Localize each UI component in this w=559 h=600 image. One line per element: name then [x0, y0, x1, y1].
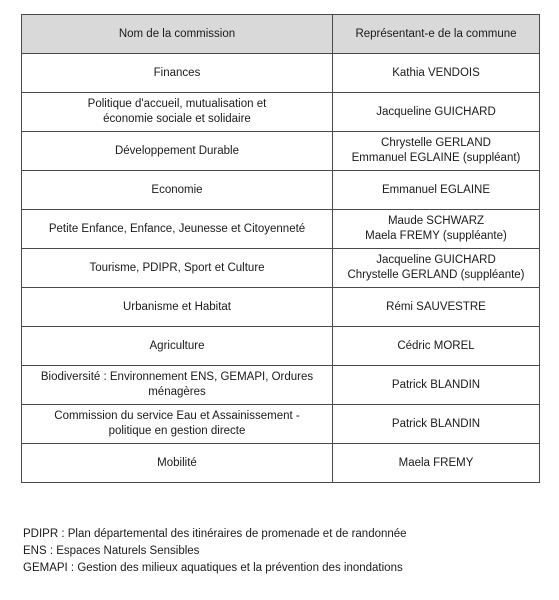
table-row — [22, 327, 540, 366]
representative-cell — [333, 327, 540, 366]
table-header — [22, 15, 540, 54]
commission-name-cell — [22, 210, 333, 249]
representative-line: Maela FREMY — [398, 456, 474, 469]
table-row — [22, 405, 540, 444]
representative-cell — [333, 93, 540, 132]
column-header-representative: Représentant-e de la commune — [333, 15, 540, 54]
table-row — [22, 132, 540, 171]
commission-name-cell — [22, 366, 333, 405]
representative-cell — [333, 210, 540, 249]
representative-line: Jacqueline GUICHARD — [376, 254, 496, 266]
table-row — [22, 366, 540, 405]
commission-name-cell — [22, 444, 333, 483]
header-row — [22, 15, 540, 54]
commission-name-cell — [22, 327, 333, 366]
commission-name-line: Economie — [151, 183, 203, 196]
representative-cell — [333, 132, 540, 171]
representative-line: Jacqueline GUICHARD — [376, 105, 496, 118]
footnotes — [23, 526, 407, 577]
footnote-line: GEMAPI : Gestion des milieux aquatiques et la prévention des inondations — [23, 562, 403, 574]
representative-line: Rémi SAUVESTRE — [386, 300, 486, 313]
table-row — [22, 249, 540, 288]
footnote-line: PDIPR : Plan départemental des itinéraires de promenade et de randonnée — [23, 528, 407, 540]
table-body — [22, 54, 540, 483]
representative-cell — [333, 366, 540, 405]
commission-name-cell — [22, 93, 333, 132]
commission-name-line: Politique d'accueil, mutualisation et — [87, 98, 267, 110]
commission-name-line: Petite Enfance, Enfance, Jeunesse et Citoyenneté — [48, 222, 306, 235]
representative-line: Emmanuel EGLAINE (suppléant) — [351, 152, 521, 164]
representative-cell — [333, 171, 540, 210]
commission-name-cell — [22, 132, 333, 171]
representative-cell — [333, 249, 540, 288]
commission-name-cell — [22, 171, 333, 210]
representative-line: Cédric MOREL — [397, 339, 475, 352]
representative-line: Patrick BLANDIN — [391, 378, 481, 391]
representative-line: Kathia VENDOIS — [392, 66, 480, 79]
commission-name-line: politique en gestion directe — [108, 425, 246, 437]
commission-name-line: Mobilité — [157, 456, 197, 469]
commission-name-cell — [22, 405, 333, 444]
commission-name-line: économie sociale et solidaire — [103, 113, 251, 125]
representative-line: Chrystelle GERLAND (suppléante) — [347, 269, 525, 281]
commission-name-line: Finances — [153, 66, 201, 79]
commission-name-cell — [22, 54, 333, 93]
commission-name-line: Tourisme, PDIPR, Sport et Culture — [89, 261, 265, 274]
commission-name-line: Agriculture — [149, 339, 205, 352]
commission-name-line: Biodiversité : Environnement ENS, GEMAPI, Ordures — [40, 371, 314, 383]
commissions-table — [21, 14, 540, 483]
representative-line: Maela FREMY (suppléante) — [365, 230, 507, 242]
table-row — [22, 93, 540, 132]
commission-name-line: Commission du service Eau et Assainissement - — [54, 410, 300, 422]
commission-name-line: Urbanisme et Habitat — [122, 300, 232, 313]
representative-cell — [333, 444, 540, 483]
footnote-line: ENS : Espaces Naturels Sensibles — [23, 545, 200, 557]
representative-line: Maude SCHWARZ — [387, 215, 485, 227]
representative-cell — [333, 405, 540, 444]
commission-name-line: ménagères — [148, 386, 206, 398]
representative-line: Chrystelle GERLAND — [381, 137, 491, 149]
representative-cell — [333, 288, 540, 327]
table-row — [22, 444, 540, 483]
representative-line: Emmanuel EGLAINE — [381, 183, 490, 196]
representative-cell — [333, 54, 540, 93]
table-row — [22, 210, 540, 249]
table-row — [22, 54, 540, 93]
commission-name-cell — [22, 288, 333, 327]
representative-line: Patrick BLANDIN — [391, 417, 481, 430]
table-row — [22, 288, 540, 327]
commission-name-line: Développement Durable — [114, 144, 240, 157]
table-row — [22, 171, 540, 210]
commission-name-cell — [22, 249, 333, 288]
column-header-commission: Nom de la commission — [22, 15, 333, 54]
